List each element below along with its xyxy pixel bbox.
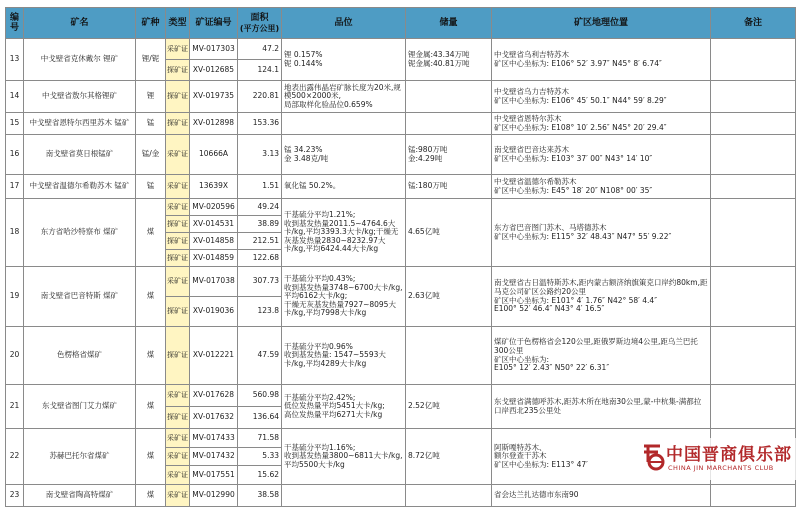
- header-kind: 矿种: [136, 8, 166, 39]
- cell-area: 71.58: [238, 429, 282, 448]
- cell-mine-name: 南戈壁省巴音特斯 煤矿: [24, 267, 136, 327]
- cell-area: 49.24: [238, 199, 282, 216]
- cell-license-code: XV-012685: [190, 60, 238, 81]
- cell-area: 38.58: [238, 484, 282, 506]
- cell-location: 中戈壁省温德尔希勒苏木 矿区中心坐标为: E45° 18′ 20″ N108° 00′ 35″: [492, 175, 711, 199]
- cell-license-type: 采矿证: [166, 135, 190, 175]
- cell-area: 220.81: [238, 81, 282, 113]
- cell-no: 21: [6, 385, 24, 429]
- cell-license-code: MV-020596: [190, 199, 238, 216]
- cell-license-type: 探矿证: [166, 113, 190, 135]
- cell-license-code: XV-012221: [190, 327, 238, 385]
- cell-license-code: XV-014858: [190, 233, 238, 250]
- cell-mine-name: 中戈壁省敖尔其格锂矿: [24, 81, 136, 113]
- cell-no: 14: [6, 81, 24, 113]
- cell-reserve: [406, 81, 492, 113]
- header-no: 编号: [6, 8, 24, 39]
- cell-grade: 氧化锰 50.2%。: [282, 175, 406, 199]
- cell-no: 22: [6, 429, 24, 485]
- cell-note: [711, 175, 796, 199]
- cell-mine-name: 中戈壁省恩特尔西里苏木 锰矿: [24, 113, 136, 135]
- cell-area: 3.13: [238, 135, 282, 175]
- cell-license-type: 探矿证: [166, 81, 190, 113]
- cell-reserve: 锂金属:43.34万吨 铌金属:40.81万吨: [406, 39, 492, 81]
- cell-mine-name: 东戈壁省图门艾力煤矿: [24, 385, 136, 429]
- header-location: 矿区地理位置: [492, 8, 711, 39]
- cell-license-type: 采矿证: [166, 447, 190, 466]
- cell-mine-name: 色楞格省煤矿: [24, 327, 136, 385]
- cell-no: 23: [6, 484, 24, 506]
- cell-license-code: XV-019735: [190, 81, 238, 113]
- cell-license-code: XV-012898: [190, 113, 238, 135]
- cell-no: 19: [6, 267, 24, 327]
- cell-license-type: 采矿证: [166, 267, 190, 297]
- cell-note: [711, 199, 796, 267]
- header-area-unit: (平方公里): [239, 23, 280, 33]
- cell-license-code: MV-017432: [190, 447, 238, 466]
- club-logo-icon: [640, 440, 666, 472]
- cell-kind: 煤: [136, 199, 166, 267]
- cell-license-type: 采矿证: [166, 429, 190, 448]
- cell-no: 15: [6, 113, 24, 135]
- cell-location: 煤矿位于色楞格省会120公里,距俄罗斯边境4公里,距乌兰巴托300公里 矿区中心坐标为: E105° 12′ 2.43″ N50° 22′ 6.31″: [492, 327, 711, 385]
- cell-reserve: [406, 113, 492, 135]
- cell-location: 东戈壁省满德呼苏木,距苏木所在地南30公里,蒙-中杭集-满都拉口岸西北235公里处: [492, 385, 711, 429]
- table-body: [6, 39, 796, 507]
- table-row: [6, 327, 796, 385]
- cell-license-type: 探矿证: [166, 216, 190, 233]
- cell-license-code: MV-012990: [190, 484, 238, 506]
- cell-kind: 煤: [136, 385, 166, 429]
- cell-grade: [282, 484, 406, 506]
- cell-mine-name: 南戈壁省莫日根锰矿: [24, 135, 136, 175]
- table-row: [6, 39, 796, 60]
- header-row: [6, 8, 796, 39]
- cell-license-type: 采矿证: [166, 466, 190, 485]
- table-row: [6, 267, 796, 297]
- header-reserve: 储量: [406, 8, 492, 39]
- cell-license-code: MV-017038: [190, 267, 238, 297]
- cell-license-code: 13639X: [190, 175, 238, 199]
- cell-reserve: 2.63亿吨: [406, 267, 492, 327]
- cell-location: 阿斯嘎特苏木、 额尔登查干苏木 矿区中心坐标为: E113° 47′: [492, 429, 711, 485]
- cell-kind: 锂/铌: [136, 39, 166, 81]
- table-row: [6, 175, 796, 199]
- cell-license-code: XV-019036: [190, 297, 238, 327]
- cell-note: [711, 484, 796, 506]
- cell-note: [711, 267, 796, 327]
- table-row: [6, 81, 796, 113]
- cell-location: 中戈壁省恩特尔苏木 矿区中心坐标为: E108° 10′ 2.56″ N45° 20′ 29.4″: [492, 113, 711, 135]
- header-area-label: 面积: [250, 13, 269, 24]
- cell-area: 307.73: [238, 267, 282, 297]
- table-row: [6, 385, 796, 407]
- cell-grade: 干基硫分平均0.96% 收到基发热量: 1547~5593大卡/kg,平均4289大卡/kg: [282, 327, 406, 385]
- cell-grade: 地表出露伟晶岩矿脉长度为20米,规模500×2000米, 局部取样化验品位0.659%: [282, 81, 406, 113]
- cell-kind: 锰/金: [136, 135, 166, 175]
- cell-license-code: MV-017303: [190, 39, 238, 60]
- cell-location: 东方省巴音图门苏木、马塔德苏木 矿区中心坐标为: E115° 32′ 48.43″ N47° 55′ 9.22″: [492, 199, 711, 267]
- cell-reserve: 4.65亿吨: [406, 199, 492, 267]
- cell-note: [711, 385, 796, 429]
- cell-mine-name: 东方省哈沙特察布 煤矿: [24, 199, 136, 267]
- cell-location: 省会达兰扎达德市东南90: [492, 484, 711, 506]
- cell-grade: [282, 113, 406, 135]
- cell-grade: 干基硫分平均1.21%; 收到基发热量2011.5~4764.6大卡/kg,平均3393.3大卡/kg;干燥无灰基发热量2830~8232.97大卡/kg,平均6424.44大卡/kg: [282, 199, 406, 267]
- table-row: [6, 484, 796, 506]
- cell-license-type: 探矿证: [166, 60, 190, 81]
- header-cert: 矿证编号: [190, 8, 238, 39]
- cell-license-code: MV-017433: [190, 429, 238, 448]
- cell-kind: 煤: [136, 484, 166, 506]
- cell-reserve: 2.52亿吨: [406, 385, 492, 429]
- cell-note: [711, 39, 796, 81]
- cell-kind: 锰: [136, 113, 166, 135]
- cell-area: 5.33: [238, 447, 282, 466]
- cell-area: 47.59: [238, 327, 282, 385]
- cell-license-type: 采矿证: [166, 39, 190, 60]
- mine-table: [5, 7, 796, 507]
- cell-reserve: [406, 327, 492, 385]
- cell-license-type: 采矿证: [166, 484, 190, 506]
- cell-license-type: 探矿证: [166, 297, 190, 327]
- cell-license-code: 10666A: [190, 135, 238, 175]
- cell-location: 南戈壁省古日温特斯苏木,距内蒙古额济纳旗策克口岸约80km,距马克公司矿区公路约20公里 矿区中心坐标为: E101° 4′ 1.76″ N42° 58′ 4.4″ E100° 52′ 46.4″ N43° 4′ 16.5″: [492, 267, 711, 327]
- cell-area: 47.2: [238, 39, 282, 60]
- cell-reserve: 锰:180万吨: [406, 175, 492, 199]
- cell-license-code: XV-017628: [190, 385, 238, 407]
- cell-note: [711, 81, 796, 113]
- cell-grade: 干基硫分平均2.42%; 低位发热量平均5451大卡/kg; 高位发热量平均6271大卡/kg: [282, 385, 406, 429]
- cell-license-type: 探矿证: [166, 327, 190, 385]
- cell-mine-name: 中戈壁省温德尔希勒苏木 锰矿: [24, 175, 136, 199]
- cell-note: [711, 135, 796, 175]
- cell-area: 38.89: [238, 216, 282, 233]
- cell-kind: 煤: [136, 327, 166, 385]
- cell-reserve: 8.72亿吨: [406, 429, 492, 485]
- cell-grade: 干基硫分平均1.16%; 收到基发热量3800~6811大卡/kg,平均5500大卡/kg: [282, 429, 406, 485]
- cell-no: 18: [6, 199, 24, 267]
- cell-license-code: XV-017632: [190, 407, 238, 429]
- cell-area: 153.36: [238, 113, 282, 135]
- header-note: 备注: [711, 8, 796, 39]
- header-grade: 品位: [282, 8, 406, 39]
- cell-area: 1.51: [238, 175, 282, 199]
- cell-license-type: 探矿证: [166, 250, 190, 267]
- cell-area: 122.68: [238, 250, 282, 267]
- cell-area: 136.64: [238, 407, 282, 429]
- cell-mine-name: 南戈壁省陶高特煤矿: [24, 484, 136, 506]
- cell-kind: 煤: [136, 267, 166, 327]
- cell-area: 212.51: [238, 233, 282, 250]
- cell-kind: 锰: [136, 175, 166, 199]
- cell-location: 中戈壁省乌利吉特苏木 矿区中心坐标为: E106° 52′ 3.97″ N45° 8′ 6.74″: [492, 39, 711, 81]
- cell-kind: 煤: [136, 429, 166, 485]
- cell-license-type: 采矿证: [166, 199, 190, 216]
- cell-grade: 锰 34.23% 金 3.48克/吨: [282, 135, 406, 175]
- cell-mine-name: 苏赫巴托尔省煤矿: [24, 429, 136, 485]
- cell-area: 15.62: [238, 466, 282, 485]
- cell-grade: 干基硫分平均0.43%; 收到基发热量3748~6700大卡/kg,平均6162大卡/kg; 干燥无灰基发热量7927~8095大卡/kg,平均7998大卡/kg: [282, 267, 406, 327]
- cell-license-type: 采矿证: [166, 385, 190, 407]
- cell-no: 17: [6, 175, 24, 199]
- cell-no: 20: [6, 327, 24, 385]
- cell-license-type: 探矿证: [166, 233, 190, 250]
- header-name: 矿名: [24, 8, 136, 39]
- cell-license-code: XV-014531: [190, 216, 238, 233]
- cell-area: 123.8: [238, 297, 282, 327]
- cell-area: 124.1: [238, 60, 282, 81]
- cell-reserve: [406, 484, 492, 506]
- table-row: [6, 135, 796, 175]
- cell-note: [711, 113, 796, 135]
- watermark: [638, 438, 796, 480]
- cell-note: [711, 327, 796, 385]
- watermark-cn: 中国晋商俱乐部: [666, 445, 792, 465]
- header-type: 类型: [166, 8, 190, 39]
- cell-area: 560.98: [238, 385, 282, 407]
- table-row: [6, 113, 796, 135]
- cell-license-code: XV-014859: [190, 250, 238, 267]
- cell-license-type: 采矿证: [166, 175, 190, 199]
- cell-reserve: 锰:980万吨 金:4.29吨: [406, 135, 492, 175]
- cell-no: 13: [6, 39, 24, 81]
- watermark-en: CHINA JIN MARCHANTS CLUB: [668, 464, 774, 472]
- header-area: [238, 8, 282, 39]
- cell-no: 16: [6, 135, 24, 175]
- cell-license-code: MV-017551: [190, 466, 238, 485]
- cell-kind: 锂: [136, 81, 166, 113]
- cell-location: 南戈壁省巴音达来苏木 矿区中心坐标为: E103° 37′ 00″ N43° 14′ 10″: [492, 135, 711, 175]
- cell-license-type: 探矿证: [166, 407, 190, 429]
- cell-grade: 锂 0.157% 铌 0.144%: [282, 39, 406, 81]
- cell-mine-name: 中戈壁省克休戴尔 锂矿: [24, 39, 136, 81]
- cell-location: 中戈壁省乌力吉特苏木 矿区中心坐标为: E106° 45′ 50.1″ N44° 59′ 8.29″: [492, 81, 711, 113]
- table-row: [6, 199, 796, 216]
